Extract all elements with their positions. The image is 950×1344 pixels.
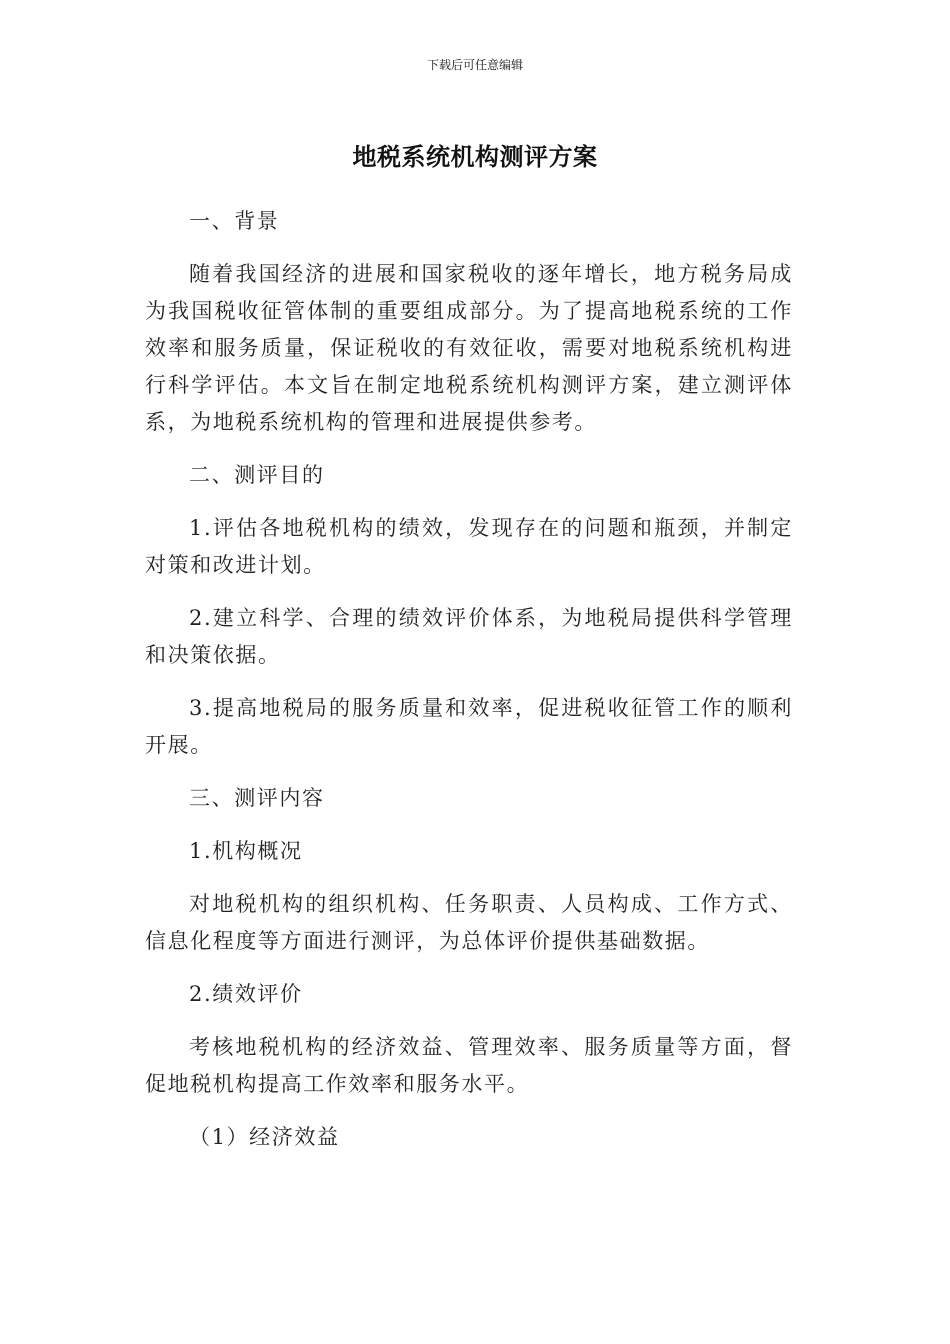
document-title: 地税系统机构测评方案 bbox=[352, 143, 598, 171]
purpose-item-1: 1.评估各地税机构的绩效，发现存在的问题和瓶颈，并制定对策和改进计划。 bbox=[145, 516, 793, 577]
subheading-overview: 1.机构概况 bbox=[189, 839, 303, 863]
section-heading-content: 三、测评内容 bbox=[189, 786, 325, 810]
purpose-item-3: 3.提高地税局的服务质量和效率，促进税收征管工作的顺利开展。 bbox=[145, 696, 793, 757]
header-note: 下载后可任意编辑 bbox=[426, 58, 523, 72]
section-heading-purpose: 二、测评目的 bbox=[189, 463, 325, 487]
subheading-performance: 2.绩效评价 bbox=[189, 982, 303, 1006]
purpose-item-2: 2.建立科学、合理的绩效评价体系，为地税局提供科学管理和决策依据。 bbox=[145, 606, 793, 667]
document-body bbox=[145, 203, 793, 1172]
paragraph-performance: 考核地税机构的经济效益、管理效率、服务质量等方面，督促地税机构提高工作效率和服务水平。 bbox=[145, 1035, 793, 1096]
paragraph-overview: 对地税机构的组织机构、任务职责、人员构成、工作方式、信息化程度等方面进行测评，为总体评价提供基础数据。 bbox=[145, 892, 793, 953]
subheading-economic-benefit: （1）经济效益 bbox=[189, 1125, 340, 1149]
section-heading-background: 一、背景 bbox=[189, 209, 280, 233]
paragraph-background: 随着我国经济的进展和国家税收的逐年增长，地方税务局成为我国税收征管体制的重要组成部分。为了提高地税系统的工作效率和服务质量，保证税收的有效征收，需要对地税系统机构进行科学评估。本文旨在制定地税系统机构测评方案，建立测评体系，为地税系统机构的管理和进展提供参考。 bbox=[145, 262, 793, 434]
